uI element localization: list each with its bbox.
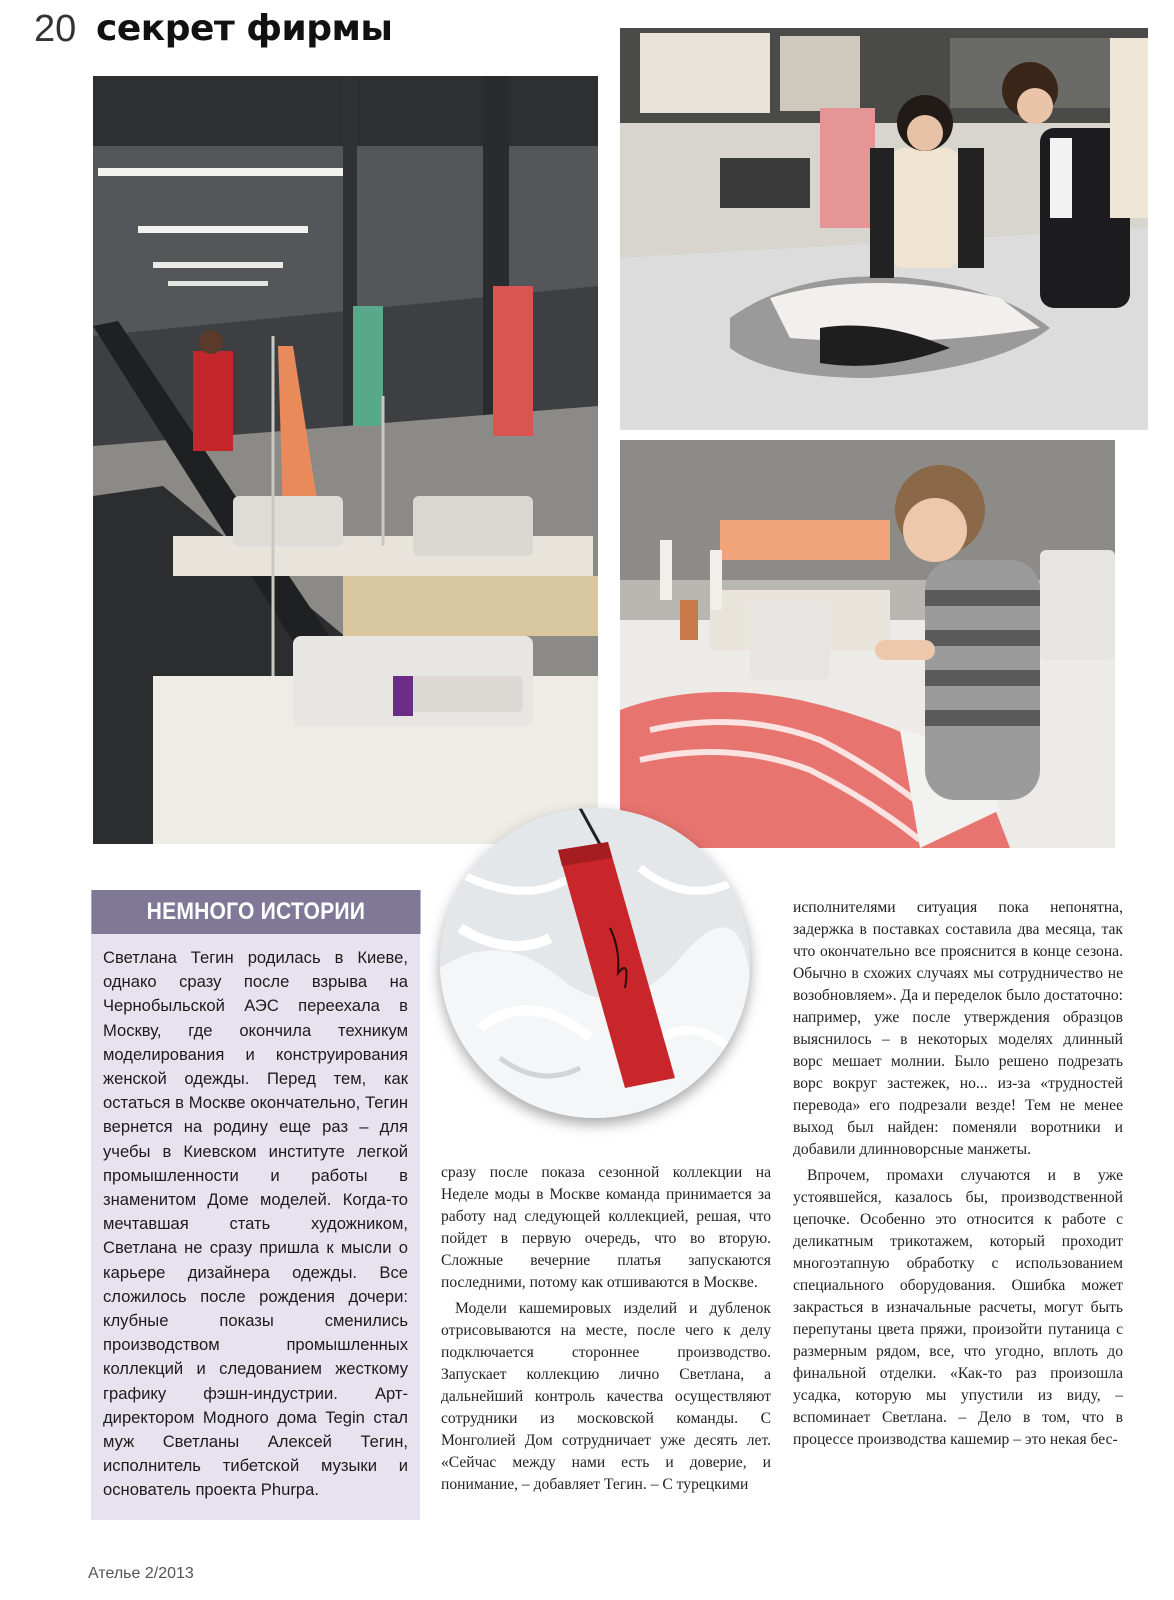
article-paragraph: исполнителями ситуация пока непонятна, задержка в поставках составила два месяца, так что окончательно все прояснится в конце сезона. Обычно в схожих случаях мы сотрудничество не возобновляем». Да и переделок было достаточно: например, уже после утверждения образцов выяснилось – в некоторых моделях длинный ворс мешает молнии. Было решено подрезать ворс вокруг застежек, но... из-за «трудностей перевода» его подрезали везде! Тем не менее выход был найден: поменяли воротники и добавили длинноворсные манжеты. <box>793 899 1123 1158</box>
sidebar-text: Светлана Тегин родилась в Киеве, однако сразу после взрыва на Чернобыльской АЭС переехала в Москву, где окончила техникум моделирования и конструирования женской одежды. Перед тем, как остаться в Москве окончательно, Тегин вернется на родину еще раз – для учебы в Киевском институте легкой промышленности и работы в знаменитом Доме моделей. Когда-то мечтавшая стать художником, Светлана не сразу пришла к мысли о карьере дизайнера одежды. Все сложилось после рождения дочери: клубные показы сменились производством промышленных коллекций и следованием жесткому графику фэшн-индустрии. Арт-директором Модного дома Tegin стал муж Светланы Алексей Тегин, исполнитель тибетской музыки и основатель проекта Phurpa. <box>103 948 408 1500</box>
article-column-right <box>793 897 1123 1455</box>
article-paragraph: Впрочем, промахи случаются и в уже устоявшейся, казалось бы, производственной цепочке. Особенно это относится к работе с деликатным трикотажем, который проходит многоэтапную обработку с использованием специального оборудования. Ошибка может закрасться в изначальные расчеты, могут быть перепутаны цвета пряжи, произойти путаница с размерным рядом, все, что угодно, вплоть до финальной отделки. «Как-то раз произошла усадка, которую мы упустили из виду, – вспоминает Светлана. – Дело в том, что в процессе производства кашемир – это некая бес- <box>793 1167 1123 1448</box>
seamstress-photo <box>620 440 1115 848</box>
article-column-middle <box>441 1162 771 1500</box>
sidebar-title: НЕМНОГО ИСТОРИИ <box>91 890 420 934</box>
article-paragraph: Модели кашемировых изделий и дубленок отрисовываются на месте, после чего к делу подключается стороннее производство. Запускает коллекцию лично Светлана, а дальнейший контроль качества осуществляют сотрудники из московской команды. С Монголией Дом сотрудничает уже десять лет. «Сейчас между нами есть и доверие, и понимание, – добавляет Тегин. – С турецкими <box>441 1300 771 1493</box>
page-number: 20 <box>34 8 77 50</box>
article-paragraph: сразу после показа сезонной коллекции на Неделе моды в Москве команда принимается за работу над следующей коллекцией, решая, что пойдет в первую очередь, что во вторую. Сложные вечерние платья запускаются последними, потому как отшиваются в Москве. <box>441 1164 771 1291</box>
section-title: секрет фирмы <box>96 8 393 49</box>
designers-table-photo <box>620 28 1148 430</box>
history-sidebar <box>91 890 420 1520</box>
sewing-workshop-photo <box>93 76 598 844</box>
issue-footer: Ателье 2/2013 <box>88 1565 194 1582</box>
fur-label-photo <box>440 808 750 1118</box>
